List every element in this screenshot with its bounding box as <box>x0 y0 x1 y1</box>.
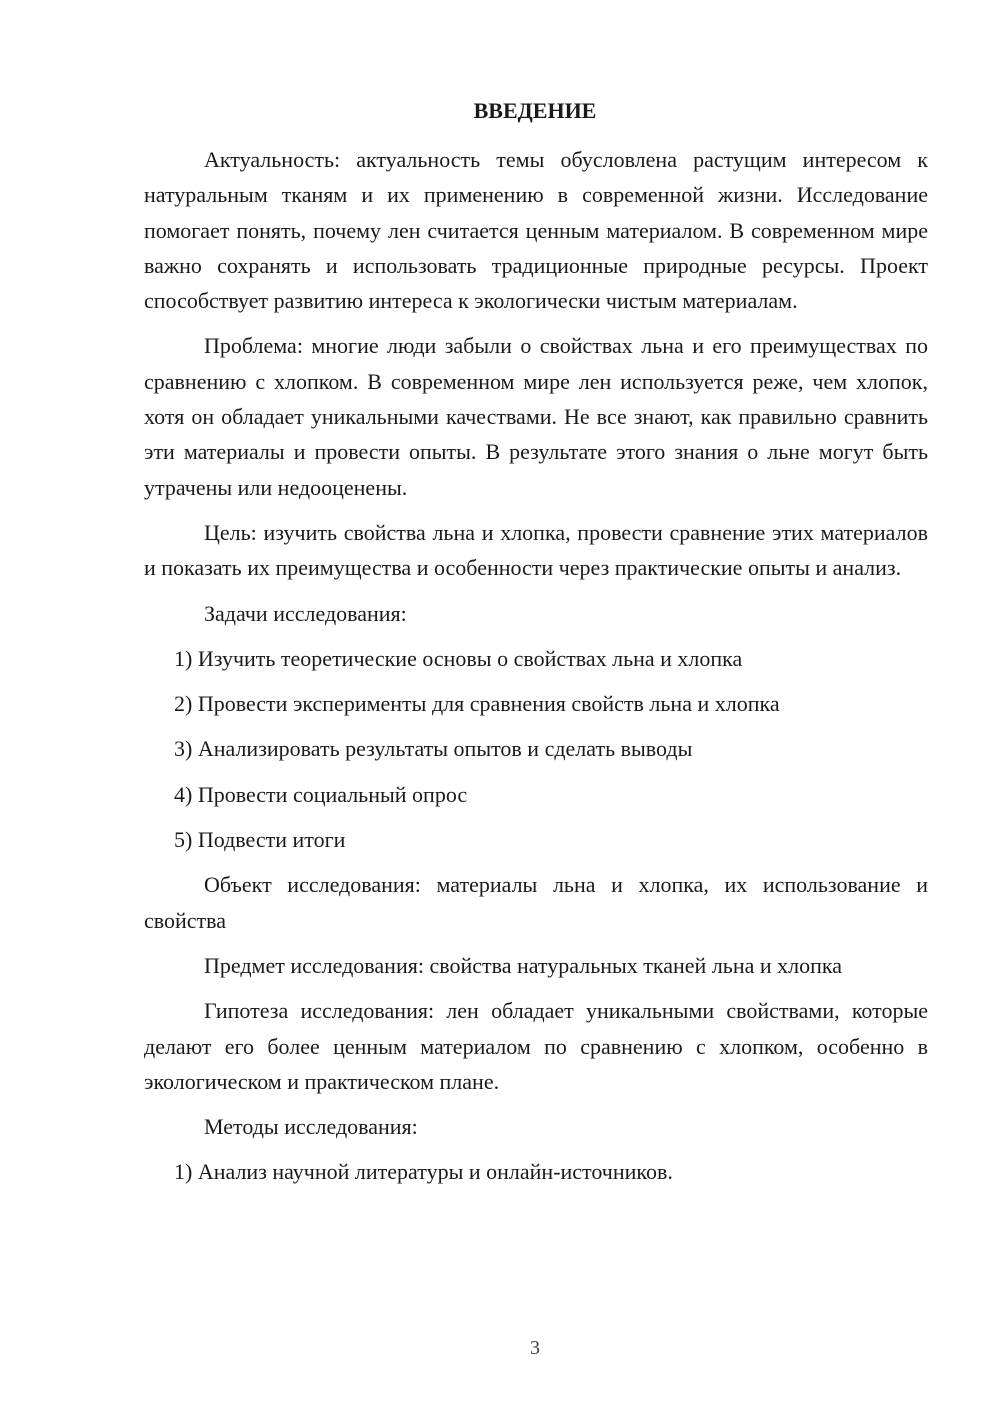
paragraph-tasks-heading: Задачи исследования: <box>204 600 407 626</box>
task-item-1: 1) Изучить теоретические основы о свойствах льна и хлопка <box>174 645 743 671</box>
paragraph-object: Объект исследования: материалы льна и хлопка, их использование и свойства <box>144 872 928 933</box>
paragraph-relevance: Актуальность: актуальность темы обусловлена растущим интересом к натуральным тканям и их применению в современной жизни. Исследование помогает понять, почему лен считается ценным материалом. В современном мире важно сохранять и использовать традиционные природные ресурсы. Проект способствует развитию интереса к экологически чистым материалам. <box>144 147 928 314</box>
section-title: ВВЕДЕНИЕ <box>473 98 597 123</box>
task-item-2: 2) Провести эксперименты для сравнения свойств льна и хлопка <box>174 691 780 717</box>
paragraph-goal: Цель: изучить свойства льна и хлопка, провести сравнение этих материалов и показать их преимущества и особенности через практические опыты и анализ. <box>144 519 928 581</box>
page-number: 3 <box>530 1337 540 1359</box>
paragraph-problem: Проблема: многие люди забыли о свойствах льна и его преимуществах по сравнению с хлопком. В современном мире лен используется реже, чем хлопок, хотя он обладает уникальными качествами. Не все знают, как правильно сравнить эти материалы и провести опыты. В результате этого знания о льне могут быть утрачены или недооценены. <box>144 333 928 500</box>
task-item-5: 5) Подвести итоги <box>174 827 346 853</box>
paragraph-subject: Предмет исследования: свойства натуральных тканей льна и хлопка <box>204 952 843 978</box>
paragraph-methods-heading: Методы исследования: <box>204 1114 418 1140</box>
method-item-1: 1) Анализ научной литературы и онлайн-источников. <box>174 1159 673 1185</box>
paragraph-hypothesis: Гипотеза исследования: лен обладает уникальными свойствами, которые делают его более ценным материалом по сравнению с хлопком, особенно в экологическом и практическом плане. <box>144 998 928 1094</box>
document-body <box>144 142 928 1200</box>
task-item-4: 4) Провести социальный опрос <box>174 781 468 807</box>
task-item-3: 3) Анализировать результаты опытов и сделать выводы <box>174 736 693 762</box>
